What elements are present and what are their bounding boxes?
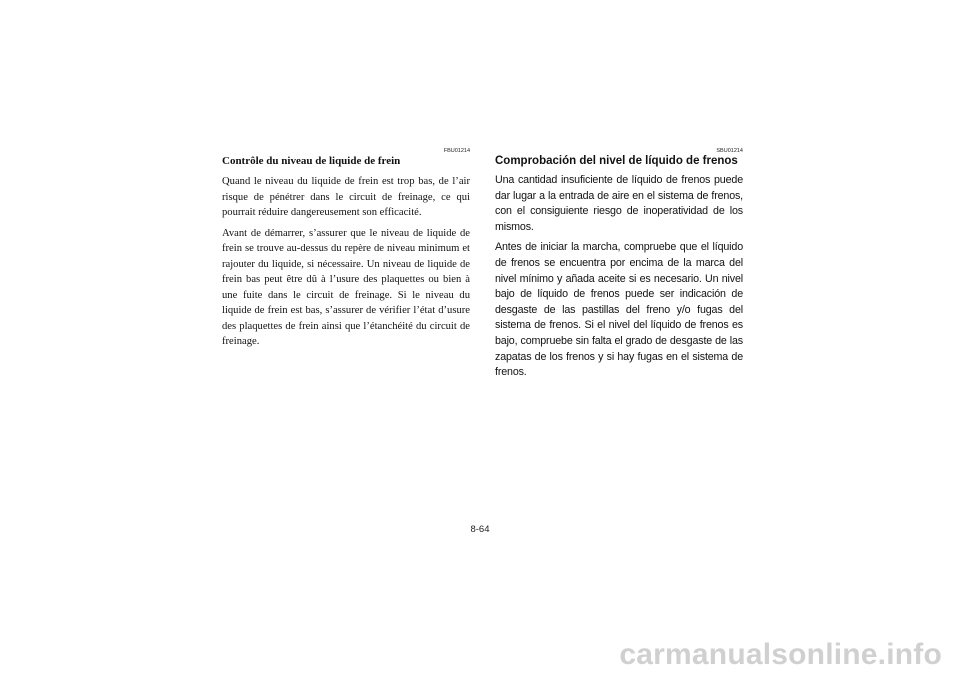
paragraph: Una cantidad insuficiente de líquido de frenos puede dar lugar a la entrada de aire en el sistema de frenos, con el consiguiente riesgo de inoperatividad de los mismos.: [495, 174, 743, 233]
watermark: carmanualsonline.info: [619, 638, 942, 671]
paragraph: Quand le niveau du liquide de frein est trop bas, de l’air risque de pénétrer dans le circuit de freinage, ce qui pourrait réduire dangereusement son efficacité.: [222, 176, 470, 218]
page-number: 8-64: [470, 524, 490, 535]
french-section: [222, 148, 470, 355]
section-title: Contrôle du niveau de liquide de frein: [222, 155, 401, 167]
paragraph: Avant de démarrer, s’assurer que le niveau de liquide de frein se trouve au-dessus du repère de niveau minimum et rajouter du liquide, si nécessaire. Un niveau de liquide de frein bas peut être dû à l’usure des plaquettes ou bien à une fuite dans le circuit de freinage. Si le niveau du liquide de frein est bas, s’assurer de vérifier l’état d’usure des plaquettes de frein ainsi que l’étanchéité du circuit de freinage.: [222, 227, 470, 347]
paragraph: Antes de iniciar la marcha, compruebe que el líquido de frenos se encuentra por encima de la marca del nivel mínimo y añada aceite si es necesario. Un nivel bajo de líquido de frenos puede ser indicación de desgaste de las pastillas del freno y/o fugas del sistema de frenos. Si el nivel del líquido de frenos es bajo, compruebe sin falta el grado de desgaste de las zapatas de los frenos y si hay fugas en el sistema de frenos.: [495, 241, 743, 379]
section-code: SBU01214: [716, 148, 743, 154]
spanish-section: [495, 148, 743, 386]
section-code: FBU01214: [443, 148, 470, 154]
section-title: Comprobación del nivel de líquido de frenos: [495, 155, 738, 167]
